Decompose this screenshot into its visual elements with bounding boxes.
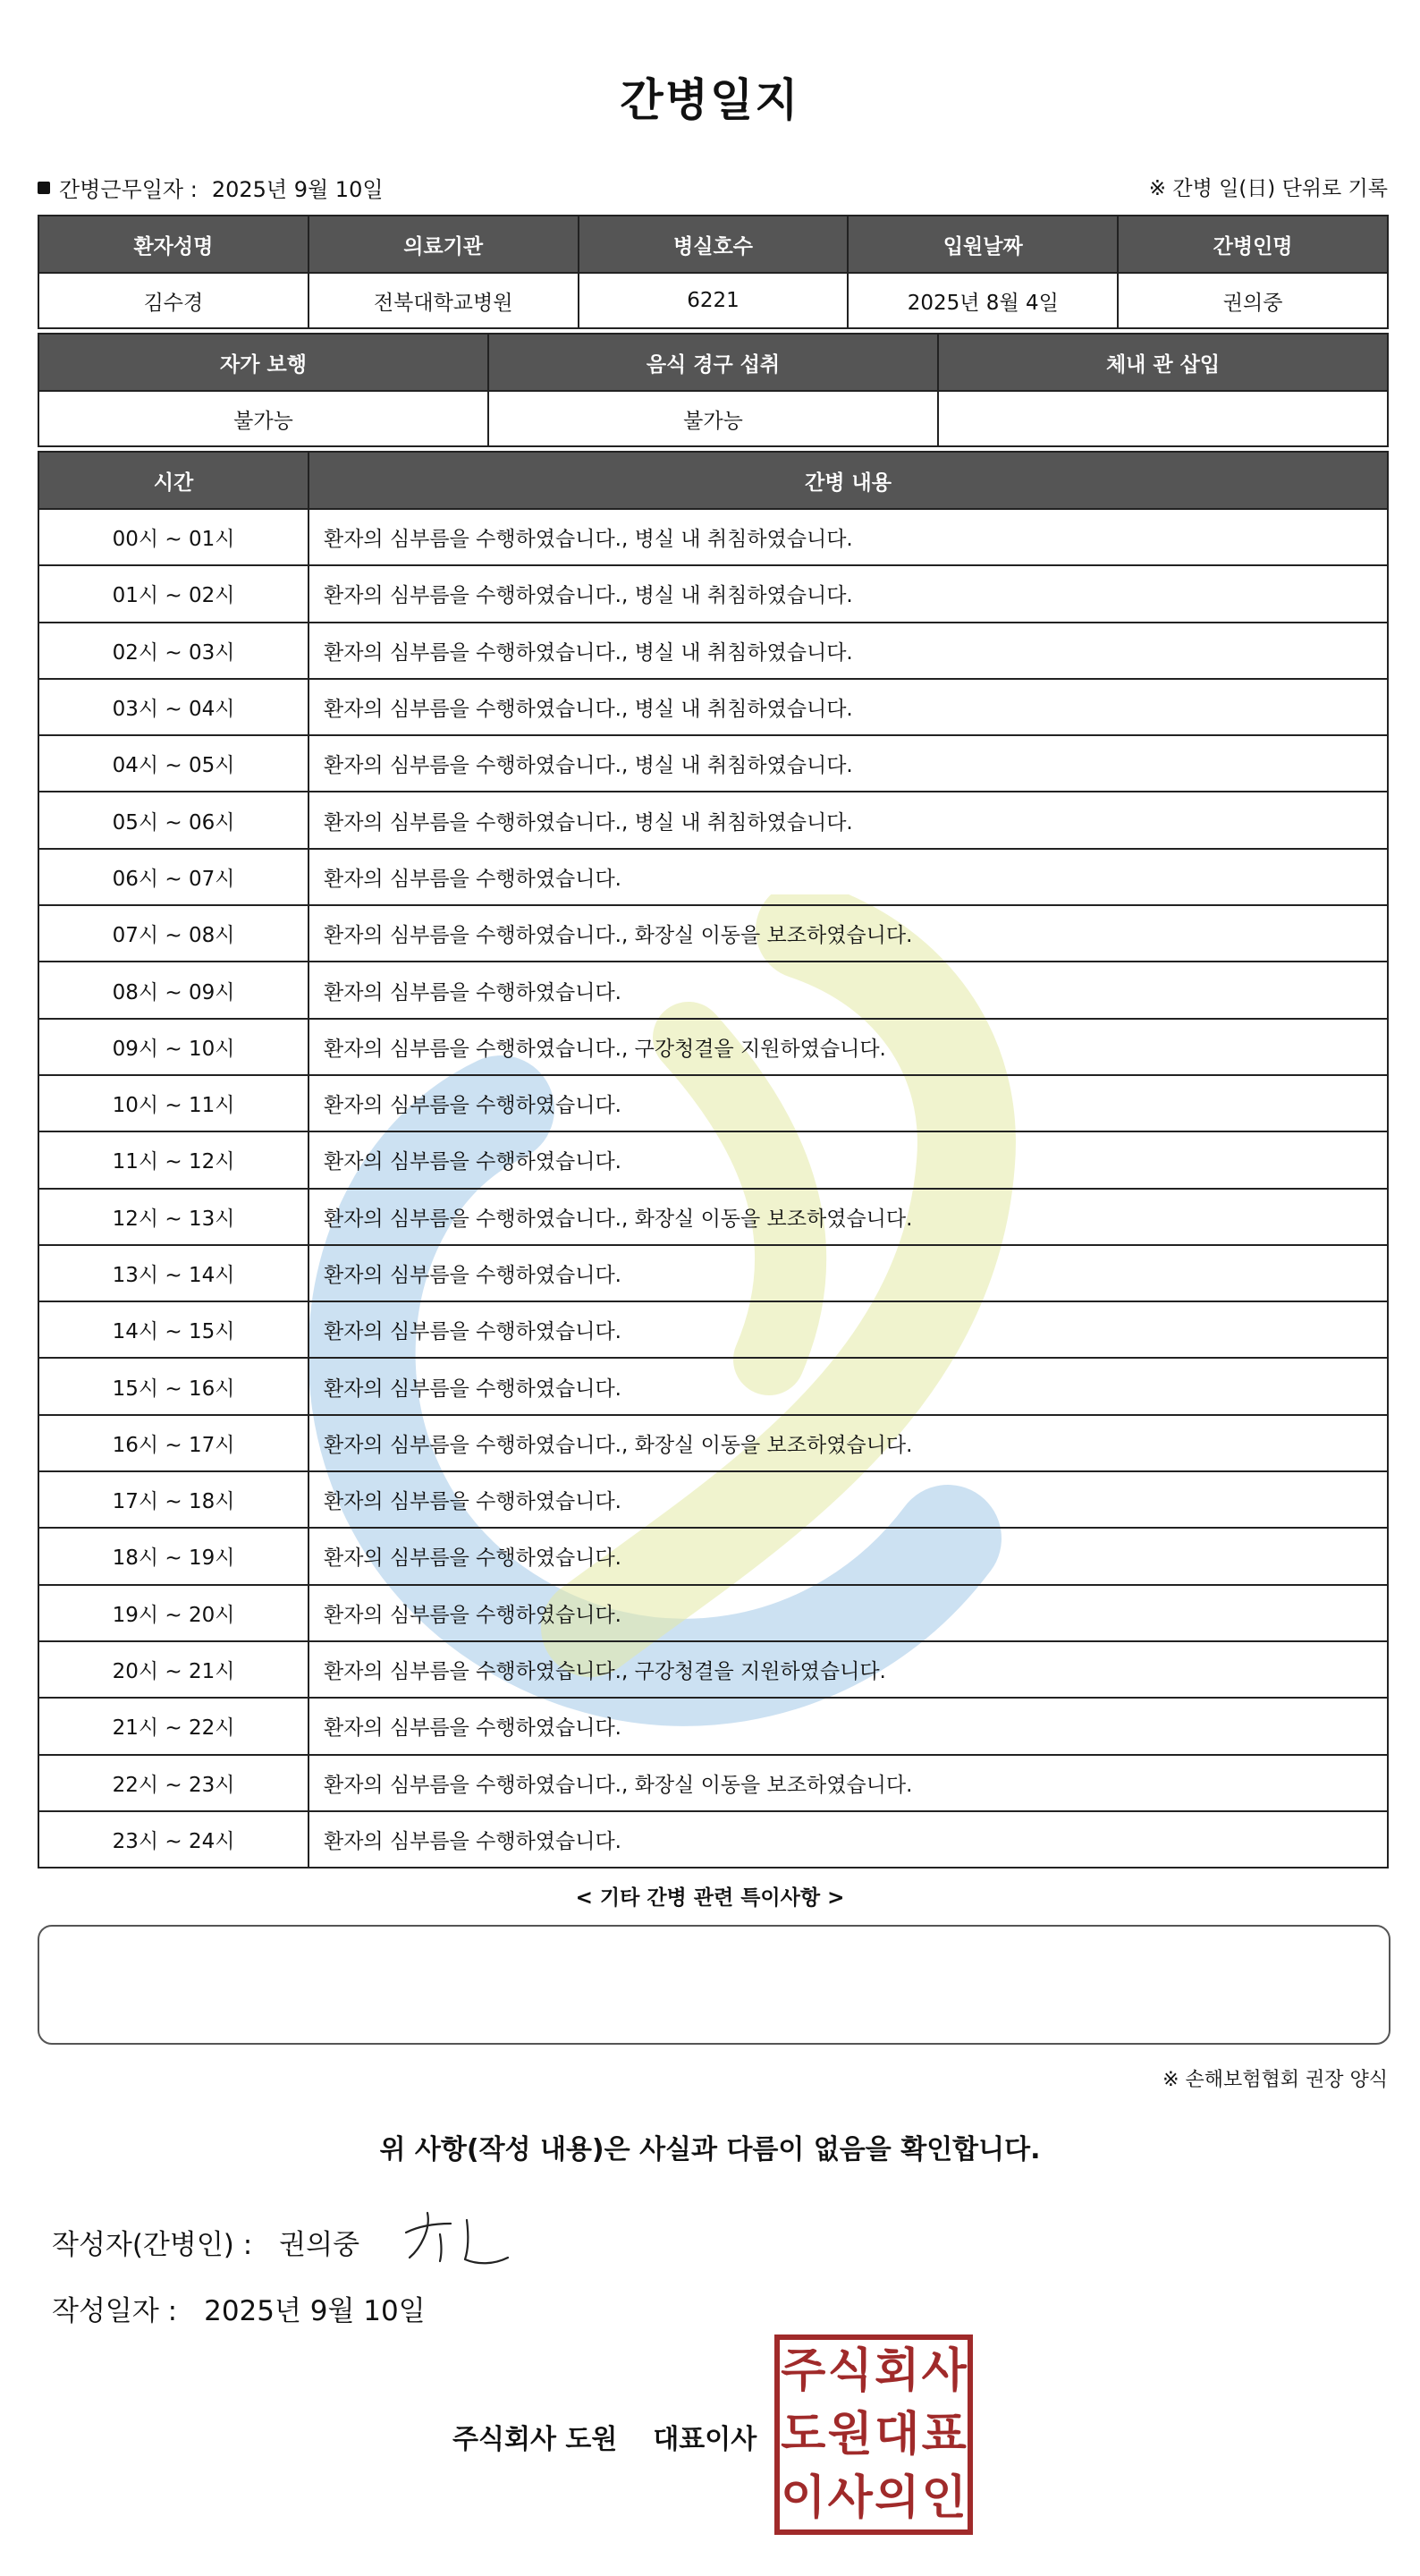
log-time-cell: 02시 ~ 03시 bbox=[38, 623, 309, 679]
table-row bbox=[38, 1189, 1388, 1245]
table-row bbox=[38, 1528, 1388, 1584]
writer-row bbox=[52, 2222, 359, 2262]
table-row bbox=[38, 1641, 1388, 1698]
written-date-value: 2025년 9월 10일 bbox=[204, 2295, 426, 2327]
confirmation-statement: 위 사항(작성 내용)은 사실과 다름이 없음을 확인합니다. bbox=[379, 2134, 1041, 2165]
header-self-walking: 자가 보행 bbox=[38, 334, 488, 391]
log-content-cell: 환자의 심부름을 수행하였습니다. bbox=[309, 1358, 1388, 1414]
work-date-value: 2025년 9월 10일 bbox=[211, 177, 384, 202]
log-content-cell: 환자의 심부름을 수행하였습니다., 병실 내 취침하였습니다. bbox=[309, 735, 1388, 792]
table-row bbox=[38, 391, 1388, 446]
header-tube-insertion: 체내 관 삽입 bbox=[938, 334, 1388, 391]
log-content-cell: 환자의 심부름을 수행하였습니다., 화장실 이동을 보조하였습니다. bbox=[309, 905, 1388, 962]
header-care-content: 간병 내용 bbox=[309, 452, 1388, 509]
work-date-row bbox=[38, 172, 384, 203]
table-row bbox=[38, 1755, 1388, 1811]
table-row bbox=[38, 1075, 1388, 1131]
stamp-char: 회 bbox=[875, 2344, 920, 2399]
hourly-log-table bbox=[38, 451, 1389, 1868]
log-time-cell: 10시 ~ 11시 bbox=[38, 1075, 309, 1131]
table-row bbox=[38, 735, 1388, 792]
log-time-cell: 14시 ~ 15시 bbox=[38, 1301, 309, 1358]
table-row bbox=[38, 509, 1388, 565]
patient-status-table bbox=[38, 333, 1389, 447]
room-number: 6221 bbox=[579, 273, 849, 328]
log-time-cell: 15시 ~ 16시 bbox=[38, 1358, 309, 1414]
company-seal-stamp bbox=[774, 2334, 973, 2535]
table-row bbox=[38, 1811, 1388, 1868]
log-content-cell: 환자의 심부름을 수행하였습니다. bbox=[309, 849, 1388, 905]
admission-date: 2025년 8월 4일 bbox=[848, 273, 1118, 328]
log-time-cell: 17시 ~ 18시 bbox=[38, 1471, 309, 1528]
log-time-cell: 13시 ~ 14시 bbox=[38, 1245, 309, 1301]
header-caregiver: 간병인명 bbox=[1118, 216, 1388, 273]
stamp-char: 인 bbox=[921, 2470, 967, 2525]
table-row bbox=[38, 1698, 1388, 1754]
unit-note: ※ 간병 일(日) 단위로 기록 bbox=[1148, 177, 1388, 200]
table-row bbox=[38, 1471, 1388, 1528]
log-time-cell: 22시 ~ 23시 bbox=[38, 1755, 309, 1811]
table-row bbox=[38, 1585, 1388, 1641]
recommend-form-note: ※ 손해보험협회 권장 양식 bbox=[1162, 2069, 1388, 2091]
table-row bbox=[38, 273, 1388, 328]
written-date-row bbox=[52, 2288, 426, 2328]
self-walking-value: 불가능 bbox=[38, 391, 488, 446]
log-time-cell: 06시 ~ 07시 bbox=[38, 849, 309, 905]
log-content-cell: 환자의 심부름을 수행하였습니다. bbox=[309, 1528, 1388, 1584]
log-time-cell: 01시 ~ 02시 bbox=[38, 565, 309, 622]
log-content-cell: 환자의 심부름을 수행하였습니다., 병실 내 취침하였습니다. bbox=[309, 565, 1388, 622]
log-time-cell: 09시 ~ 10시 bbox=[38, 1019, 309, 1075]
page-title: 간병일지 bbox=[620, 74, 800, 126]
stamp-char: 사 bbox=[827, 2470, 873, 2525]
header-oral-intake: 음식 경구 섭취 bbox=[488, 334, 938, 391]
log-time-cell: 07시 ~ 08시 bbox=[38, 905, 309, 962]
log-table-body bbox=[38, 509, 1388, 1868]
header-hospital: 의료기관 bbox=[309, 216, 579, 273]
log-content-cell: 환자의 심부름을 수행하였습니다., 병실 내 취침하였습니다. bbox=[309, 792, 1388, 848]
writer-name: 권의중 bbox=[279, 2229, 360, 2261]
written-date-label: 작성일자 : bbox=[52, 2295, 178, 2327]
log-content-cell: 환자의 심부름을 수행하였습니다. bbox=[309, 962, 1388, 1018]
stamp-char: 식 bbox=[827, 2344, 873, 2399]
table-row bbox=[38, 1358, 1388, 1414]
table-row bbox=[38, 1131, 1388, 1188]
company-signature-row bbox=[452, 2417, 756, 2456]
log-content-cell: 환자의 심부름을 수행하였습니다. bbox=[309, 1301, 1388, 1358]
table-row bbox=[38, 1415, 1388, 1471]
special-notes-box[interactable] bbox=[38, 1925, 1390, 2045]
stamp-char: 주 bbox=[781, 2344, 826, 2399]
stamp-char: 도 bbox=[781, 2407, 826, 2462]
log-content-cell: 환자의 심부름을 수행하였습니다., 병실 내 취침하였습니다. bbox=[309, 623, 1388, 679]
log-content-cell: 환자의 심부름을 수행하였습니다. bbox=[309, 1131, 1388, 1188]
header-admission-date: 입원날짜 bbox=[848, 216, 1118, 273]
log-time-cell: 16시 ~ 17시 bbox=[38, 1415, 309, 1471]
log-content-cell: 환자의 심부름을 수행하였습니다., 병실 내 취침하였습니다. bbox=[309, 679, 1388, 735]
oral-intake-value: 불가능 bbox=[488, 391, 938, 446]
stamp-char: 원 bbox=[827, 2407, 873, 2462]
patient-info-table bbox=[38, 215, 1389, 329]
patient-name: 김수경 bbox=[38, 273, 309, 328]
log-content-cell: 환자의 심부름을 수행하였습니다. bbox=[309, 1811, 1388, 1868]
table-row bbox=[38, 905, 1388, 962]
log-content-cell: 환자의 심부름을 수행하였습니다. bbox=[309, 1585, 1388, 1641]
log-time-cell: 23시 ~ 24시 bbox=[38, 1811, 309, 1868]
tube-insertion-value bbox=[938, 391, 1388, 446]
log-time-cell: 12시 ~ 13시 bbox=[38, 1189, 309, 1245]
log-content-cell: 환자의 심부름을 수행하였습니다., 화장실 이동을 보조하였습니다. bbox=[309, 1755, 1388, 1811]
stamp-char: 의 bbox=[875, 2470, 920, 2525]
log-time-cell: 08시 ~ 09시 bbox=[38, 962, 309, 1018]
log-content-cell: 환자의 심부름을 수행하였습니다. bbox=[309, 1245, 1388, 1301]
company-name: 주식회사 도원 bbox=[452, 2424, 618, 2455]
square-bullet-icon bbox=[38, 182, 50, 194]
writer-label: 작성자(간병인) : bbox=[52, 2229, 253, 2261]
table-row bbox=[38, 962, 1388, 1018]
log-content-cell: 환자의 심부름을 수행하였습니다., 구강청결을 지원하였습니다. bbox=[309, 1641, 1388, 1698]
header-patient-name: 환자성명 bbox=[38, 216, 309, 273]
table-row bbox=[38, 679, 1388, 735]
stamp-char: 이 bbox=[781, 2470, 826, 2525]
log-time-cell: 11시 ~ 12시 bbox=[38, 1131, 309, 1188]
table-row bbox=[38, 565, 1388, 622]
stamp-char: 사 bbox=[921, 2344, 967, 2399]
notes-title: < 기타 간병 관련 특이사항 > bbox=[575, 1886, 845, 1910]
table-header-row bbox=[38, 216, 1388, 273]
log-content-cell: 환자의 심부름을 수행하였습니다., 화장실 이동을 보조하였습니다. bbox=[309, 1415, 1388, 1471]
log-time-cell: 03시 ~ 04시 bbox=[38, 679, 309, 735]
work-date-label: 간병근무일자 : bbox=[59, 177, 198, 202]
log-content-cell: 환자의 심부름을 수행하였습니다., 병실 내 취침하였습니다. bbox=[309, 509, 1388, 565]
log-time-cell: 05시 ~ 06시 bbox=[38, 792, 309, 848]
header-time: 시간 bbox=[38, 452, 309, 509]
table-row bbox=[38, 623, 1388, 679]
log-time-cell: 00시 ~ 01시 bbox=[38, 509, 309, 565]
log-time-cell: 19시 ~ 20시 bbox=[38, 1585, 309, 1641]
log-content-cell: 환자의 심부름을 수행하였습니다. bbox=[309, 1471, 1388, 1528]
log-time-cell: 20시 ~ 21시 bbox=[38, 1641, 309, 1698]
stamp-char: 표 bbox=[921, 2407, 967, 2462]
table-header-row bbox=[38, 452, 1388, 509]
log-time-cell: 04시 ~ 05시 bbox=[38, 735, 309, 792]
table-row bbox=[38, 1301, 1388, 1358]
log-content-cell: 환자의 심부름을 수행하였습니다. bbox=[309, 1698, 1388, 1754]
hospital-name: 전북대학교병원 bbox=[309, 273, 579, 328]
log-content-cell: 환자의 심부름을 수행하였습니다., 구강청결을 지원하였습니다. bbox=[309, 1019, 1388, 1075]
table-row bbox=[38, 792, 1388, 848]
log-time-cell: 21시 ~ 22시 bbox=[38, 1698, 309, 1754]
log-content-cell: 환자의 심부름을 수행하였습니다., 화장실 이동을 보조하였습니다. bbox=[309, 1189, 1388, 1245]
header-room: 병실호수 bbox=[579, 216, 849, 273]
log-content-cell: 환자의 심부름을 수행하였습니다. bbox=[309, 1075, 1388, 1131]
handwritten-signature bbox=[401, 2202, 517, 2274]
representative-title: 대표이사 bbox=[653, 2424, 757, 2455]
table-row bbox=[38, 1245, 1388, 1301]
caregiver-name: 권의중 bbox=[1118, 273, 1388, 328]
log-time-cell: 18시 ~ 19시 bbox=[38, 1528, 309, 1584]
stamp-char: 대 bbox=[875, 2407, 920, 2462]
table-header-row bbox=[38, 334, 1388, 391]
table-row bbox=[38, 849, 1388, 905]
table-row bbox=[38, 1019, 1388, 1075]
